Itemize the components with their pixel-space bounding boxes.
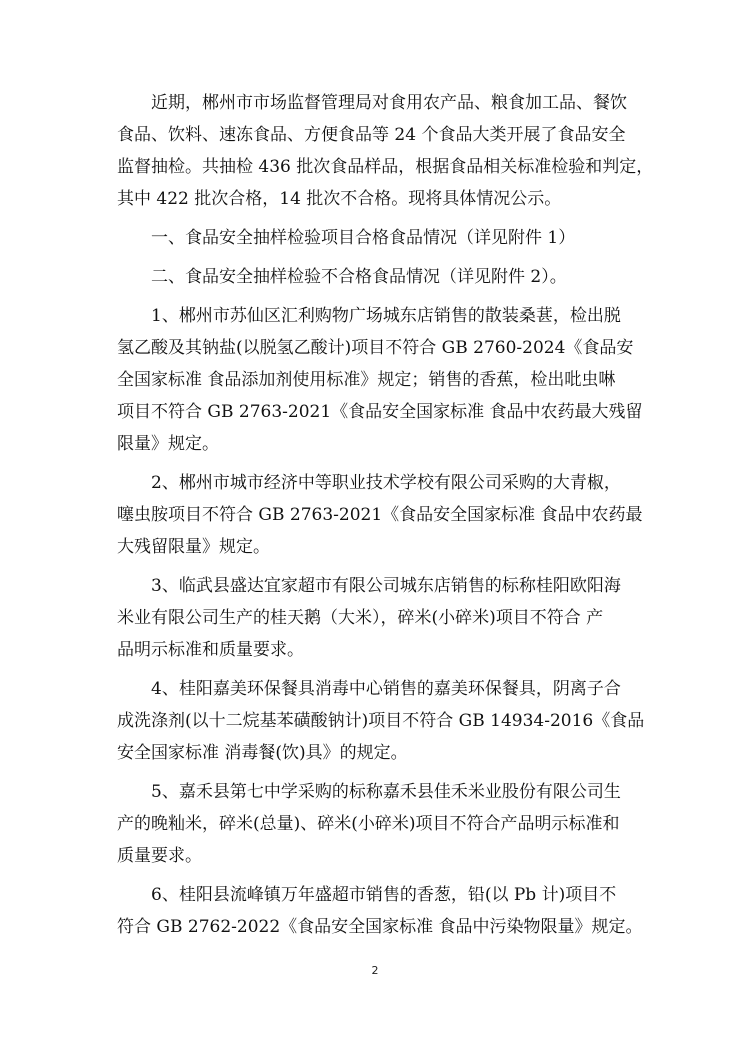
item-paragraph-5 (117, 776, 635, 872)
text-line: 大残留限量》规定。 (117, 537, 270, 557)
document-body (117, 87, 654, 943)
text-line: 5、嘉禾县第七中学采购的标称嘉禾县佳禾米业股份有限公司生 (151, 782, 621, 802)
page-number: 2 (371, 964, 379, 977)
text-line: 噻虫胺项目不符合 GB 2763-2021《食品安全国家标准 食品中农药最 (117, 505, 643, 525)
text-line: 全国家标准 食品添加剂使用标准》规定；销售的香蕉，检出吡虫啉 (117, 370, 616, 390)
text-line: 品明示标准和质量要求。 (117, 640, 304, 660)
text-line: 近期，郴州市市场监督管理局对食用农产品、粮食加工品、餐饮 (151, 93, 627, 113)
text-line: 食品、饮料、速冻食品、方便食品等 24 个食品大类开展了食品安全 (117, 125, 626, 145)
text-line: 6、桂阳县流峰镇万年盛超市销售的香葱，铅(以 Pb 计)项目不 (151, 885, 617, 905)
text-line: 1、郴州市苏仙区汇利购物广场城东店销售的散装桑葚，检出脱 (151, 306, 621, 326)
text-line: 二、食品安全抽样检验不合格食品情况（详见附件 2）。 (151, 267, 567, 287)
text-line: 安全国家标准 消毒餐(饮)具》的规定。 (117, 743, 408, 763)
text-line: 米业有限公司生产的桂天鹅（大米），碎米(小碎米)项目不符合 产 (117, 608, 604, 628)
text-line: 其中 422 批次合格，14 批次不合格。现将具体情况公示。 (117, 189, 562, 209)
text-line: 产的晚籼米，碎米(总量)、碎米(小碎米)项目不符合产品明示标准和 (117, 814, 620, 834)
item-paragraph-4 (117, 673, 645, 769)
text-line: 3、临武县盛达宜家超市有限公司城东店销售的标称桂阳欧阳海 (151, 576, 621, 596)
text-line: 监督抽检。共抽检 436 批次食品样品，根据食品相关标准检验和判定， (117, 157, 654, 177)
text-line: 项目不符合 GB 2763-2021《食品安全国家标准 食品中农药最大残留 (117, 402, 643, 422)
text-line: 4、桂阳嘉美环保餐具消毒中心销售的嘉美环保餐具，阴离子合 (151, 679, 621, 699)
text-line: 2、郴州市城市经济中等职业技术学校有限公司采购的大青椒， (151, 473, 621, 493)
section-heading-qualified (117, 222, 635, 254)
text-line: 一、食品安全抽样检验项目合格食品情况（详见附件 1） (151, 228, 576, 248)
item-paragraph-3 (117, 570, 635, 666)
item-paragraph-1 (117, 300, 643, 460)
text-line: 质量要求。 (117, 846, 202, 866)
intro-paragraph (117, 87, 654, 215)
item-paragraph-6 (117, 879, 643, 943)
text-line: 限量》规定。 (117, 434, 219, 454)
section-heading-unqualified (117, 261, 635, 293)
item-paragraph-2 (117, 467, 643, 563)
text-line: 氢乙酸及其钠盐(以脱氢乙酸计)项目不符合 GB 2760-2024《食品安 (117, 338, 634, 358)
text-line: 成洗涤剂(以十二烷基苯磺酸钠计)项目不符合 GB 14934-2016《食品 (117, 711, 645, 731)
text-line: 符合 GB 2762-2022《食品安全国家标准 食品中污染物限量》规定。 (117, 917, 643, 937)
